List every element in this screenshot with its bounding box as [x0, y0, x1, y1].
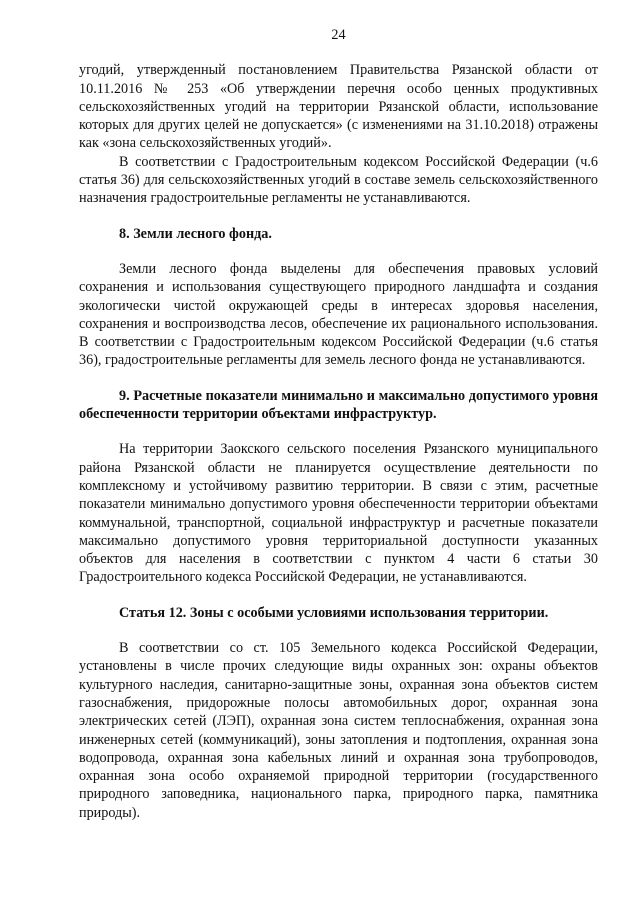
page-number: 24 [331, 27, 346, 43]
paragraph-continuation: угодий, утвержденный постановлением Правительства Рязанской области от 10.11.2016 № 253 «Об утверждении перечня особо ценных продуктивных сельскохозяйственных угодий на территории Рязанской области, использование которых для других целей не допускается» (с изменениями на 31.10.2018) отражены как «зона сельскохозяйственных угодий». [79, 62, 598, 152]
section-heading-article-12: Статья 12. Зоны с особыми условиями использования территории. [119, 604, 549, 621]
section-heading-forest-lands: 8. Земли лесного фонда. [119, 225, 272, 242]
paragraph-agricultural-regulations: В соответствии с Градостроительным кодексом Российской Федерации (ч.6 статья 36) для сельскохозяйственных угодий в составе земель сельскохозяйственного назначения градостроительные регламенты не устанавливаются. [79, 153, 598, 207]
section-body-article-12: В соответствии со ст. 105 Земельного кодекса Российской Федерации, установлены в числе прочих следующие виды охранных зон: охраны объектов культурного наследия, санитарно-защитные зоны, охранная зона объектов систем газоснабжения, придорожные полосы автомобильных дорог, охранная зона электрических сетей (ЛЭП), охранная зона систем теплоснабжения, охранная зона инженерных сетей (коммуникаций), зоны затопления и подтопления, охранная зона водопровода, охранная зона кабельных линий и охранная зона трубопроводов, охранная зона особо охраняемой природной территории (государственного природного заповедника, национального парка, природного парка, памятника природы). [79, 640, 598, 821]
section-body-infrastructure-indicators: На территории Заокского сельского поселения Рязанского муниципального района Рязанской области не планируется осуществление деятельности по комплексному и устойчивому развитию территории. В связи с этим, расчетные показатели минимально допустимого уровня обеспеченности территории объектами коммунальной, транспортной, социальной инфраструктур и расчетные показатели максимально допустимого уровня территориальной доступности указанных объектов для населения в соответствии с пунктом 4 части 6 статьи 30 Градостроительного кодекса Российской Федерации, не устанавливаются. [79, 441, 598, 586]
section-heading-infrastructure-indicators: 9. Расчетные показатели минимально и максимально допустимого уровня обеспеченности территории объектами инфраструктур. [79, 387, 598, 423]
section-body-forest-lands: Земли лесного фонда выделены для обеспечения правовых условий сохранения и использования существующего природного ландшафта и создания экологически чистой окружающей среды в интересах здоровья населения, сохранения и воспроизводства лесов, обеспечение их рационального использования. В соответствии с Градостроительным кодексом Российской Федерации (ч.6 статья 36), градостроительные регламенты для земель лесного фонда не устанавливаются. [79, 260, 598, 369]
